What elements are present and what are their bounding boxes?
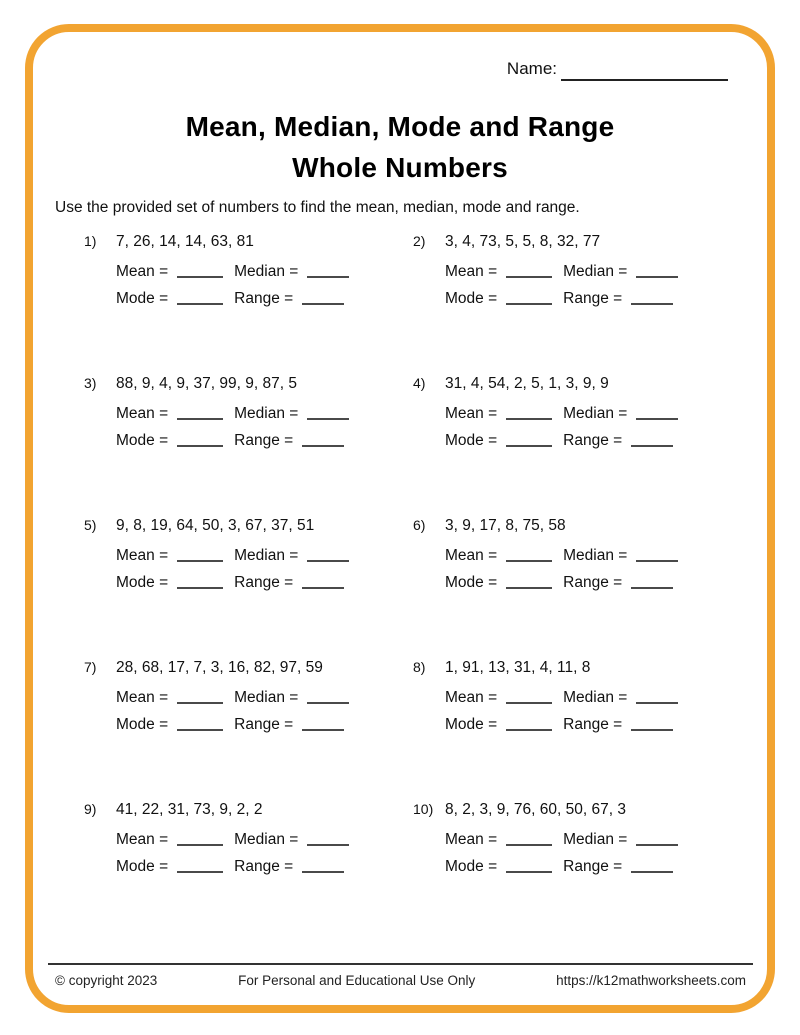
mode-blank-line [177, 574, 223, 589]
mode-blank-line [506, 290, 552, 305]
median-blank-line [307, 405, 349, 420]
range-blank-line [302, 858, 344, 873]
mean-label: Mean = [445, 263, 498, 280]
mode-range-row [445, 285, 732, 312]
range-label: Range = [234, 858, 294, 875]
mode-label: Mode = [445, 574, 498, 591]
median-label: Median = [563, 405, 628, 422]
median-blank-line [636, 263, 678, 278]
mode-range-row [116, 853, 413, 880]
median-label: Median = [563, 263, 628, 280]
mode-range-row [116, 569, 413, 596]
mean-blank-line [506, 263, 552, 278]
mean-blank-line [177, 547, 223, 562]
mean-median-row [445, 826, 732, 853]
mean-label: Mean = [116, 263, 169, 280]
number-set: 31, 4, 54, 2, 5, 1, 3, 9, 9 [445, 375, 609, 392]
footer [55, 973, 746, 988]
mode-range-row [445, 711, 732, 738]
median-blank-line [636, 405, 678, 420]
problem-number: 3) [84, 375, 97, 391]
name-label: Name: [506, 59, 557, 78]
mean-median-row [116, 684, 413, 711]
mode-blank-line [506, 716, 552, 731]
number-set: 41, 22, 31, 73, 9, 2, 2 [116, 801, 263, 818]
range-blank-line [631, 290, 673, 305]
mean-label: Mean = [445, 547, 498, 564]
number-set: 8, 2, 3, 9, 76, 60, 50, 67, 3 [445, 801, 626, 818]
mean-blank-line [177, 405, 223, 420]
number-set: 3, 4, 73, 5, 5, 8, 32, 77 [445, 233, 601, 250]
copyright-text: © copyright 2023 [55, 973, 158, 988]
mode-blank-line [506, 574, 552, 589]
mode-blank-line [506, 432, 552, 447]
usage-text: For Personal and Educational Use Only [238, 973, 476, 988]
name-row [507, 59, 728, 81]
range-blank-line [302, 716, 344, 731]
mean-blank-line [177, 263, 223, 278]
mean-median-row [445, 684, 732, 711]
number-set: 28, 68, 17, 7, 3, 16, 82, 97, 59 [116, 659, 323, 676]
problem-number: 6) [413, 517, 426, 533]
range-label: Range = [234, 716, 294, 733]
name-blank-line [561, 61, 728, 81]
mode-label: Mode = [445, 858, 498, 875]
mode-range-row [445, 569, 732, 596]
title-line-1: Mean, Median, Mode and Range [185, 111, 615, 142]
median-blank-line [307, 831, 349, 846]
mode-label: Mode = [445, 432, 498, 449]
median-blank-line [636, 547, 678, 562]
median-blank-line [307, 263, 349, 278]
median-label: Median = [563, 831, 628, 848]
mean-blank-line [177, 689, 223, 704]
median-label: Median = [234, 405, 299, 422]
mean-label: Mean = [116, 689, 169, 706]
mode-range-row [445, 427, 732, 454]
median-blank-line [307, 689, 349, 704]
mode-blank-line [506, 858, 552, 873]
problem-number: 4) [413, 375, 426, 391]
median-label: Median = [234, 689, 299, 706]
mean-label: Mean = [445, 689, 498, 706]
mode-range-row [116, 285, 413, 312]
mode-range-row [445, 853, 732, 880]
mean-blank-line [506, 547, 552, 562]
problem-9 [84, 800, 413, 880]
median-label: Median = [563, 689, 628, 706]
range-label: Range = [563, 716, 623, 733]
median-blank-line [307, 547, 349, 562]
mode-blank-line [177, 716, 223, 731]
mode-label: Mode = [116, 574, 169, 591]
problem-number: 1) [84, 233, 97, 249]
mean-blank-line [506, 689, 552, 704]
range-label: Range = [234, 290, 294, 307]
number-set: 3, 9, 17, 8, 75, 58 [445, 517, 566, 534]
range-blank-line [302, 432, 344, 447]
problem-7 [84, 658, 413, 738]
mean-label: Mean = [445, 405, 498, 422]
mean-median-row [116, 826, 413, 853]
median-label: Median = [234, 547, 299, 564]
mean-label: Mean = [116, 405, 169, 422]
problems-grid [84, 232, 732, 880]
mode-blank-line [177, 858, 223, 873]
mode-label: Mode = [445, 716, 498, 733]
range-blank-line [302, 290, 344, 305]
problem-number: 10) [413, 801, 434, 817]
mean-median-row [116, 258, 413, 285]
number-set: 9, 8, 19, 64, 50, 3, 67, 37, 51 [116, 517, 315, 534]
median-label: Median = [234, 263, 299, 280]
mean-blank-line [506, 405, 552, 420]
website-url: https://k12mathworksheets.com [556, 973, 746, 988]
problem-3 [84, 374, 413, 454]
mode-label: Mode = [116, 432, 169, 449]
problem-1 [84, 232, 413, 312]
problem-5 [84, 516, 413, 596]
range-label: Range = [563, 290, 623, 307]
mode-label: Mode = [116, 716, 169, 733]
mean-blank-line [177, 831, 223, 846]
problem-number: 9) [84, 801, 97, 817]
mode-range-row [116, 711, 413, 738]
problem-number: 5) [84, 517, 97, 533]
instruction-text: Use the provided set of numbers to find the mean, median, mode and range. [55, 199, 580, 216]
mean-median-row [116, 542, 413, 569]
mean-median-row [116, 400, 413, 427]
range-label: Range = [563, 574, 623, 591]
mode-blank-line [177, 290, 223, 305]
range-blank-line [631, 432, 673, 447]
median-label: Median = [563, 547, 628, 564]
median-label: Median = [234, 831, 299, 848]
range-blank-line [631, 716, 673, 731]
mode-blank-line [177, 432, 223, 447]
number-set: 88, 9, 4, 9, 37, 99, 9, 87, 5 [116, 375, 297, 392]
mean-label: Mean = [116, 547, 169, 564]
problem-10 [413, 800, 732, 880]
range-label: Range = [563, 858, 623, 875]
range-blank-line [631, 858, 673, 873]
median-blank-line [636, 831, 678, 846]
problem-6 [413, 516, 732, 596]
number-set: 7, 26, 14, 14, 63, 81 [116, 233, 254, 250]
problem-number: 8) [413, 659, 426, 675]
problem-2 [413, 232, 732, 312]
title-line-2: Whole Numbers [292, 152, 508, 183]
range-label: Range = [234, 574, 294, 591]
mean-blank-line [506, 831, 552, 846]
problem-8 [413, 658, 732, 738]
mode-label: Mode = [116, 290, 169, 307]
mode-label: Mode = [116, 858, 169, 875]
footer-divider [48, 963, 753, 965]
mean-median-row [445, 258, 732, 285]
mode-range-row [116, 427, 413, 454]
range-blank-line [631, 574, 673, 589]
median-blank-line [636, 689, 678, 704]
problem-number: 7) [84, 659, 97, 675]
number-set: 1, 91, 13, 31, 4, 11, 8 [445, 659, 591, 676]
problem-4 [413, 374, 732, 454]
problem-number: 2) [413, 233, 426, 249]
range-blank-line [302, 574, 344, 589]
range-label: Range = [234, 432, 294, 449]
mode-label: Mode = [445, 290, 498, 307]
mean-label: Mean = [116, 831, 169, 848]
range-label: Range = [563, 432, 623, 449]
mean-label: Mean = [445, 831, 498, 848]
worksheet-title [0, 106, 800, 188]
mean-median-row [445, 542, 732, 569]
mean-median-row [445, 400, 732, 427]
